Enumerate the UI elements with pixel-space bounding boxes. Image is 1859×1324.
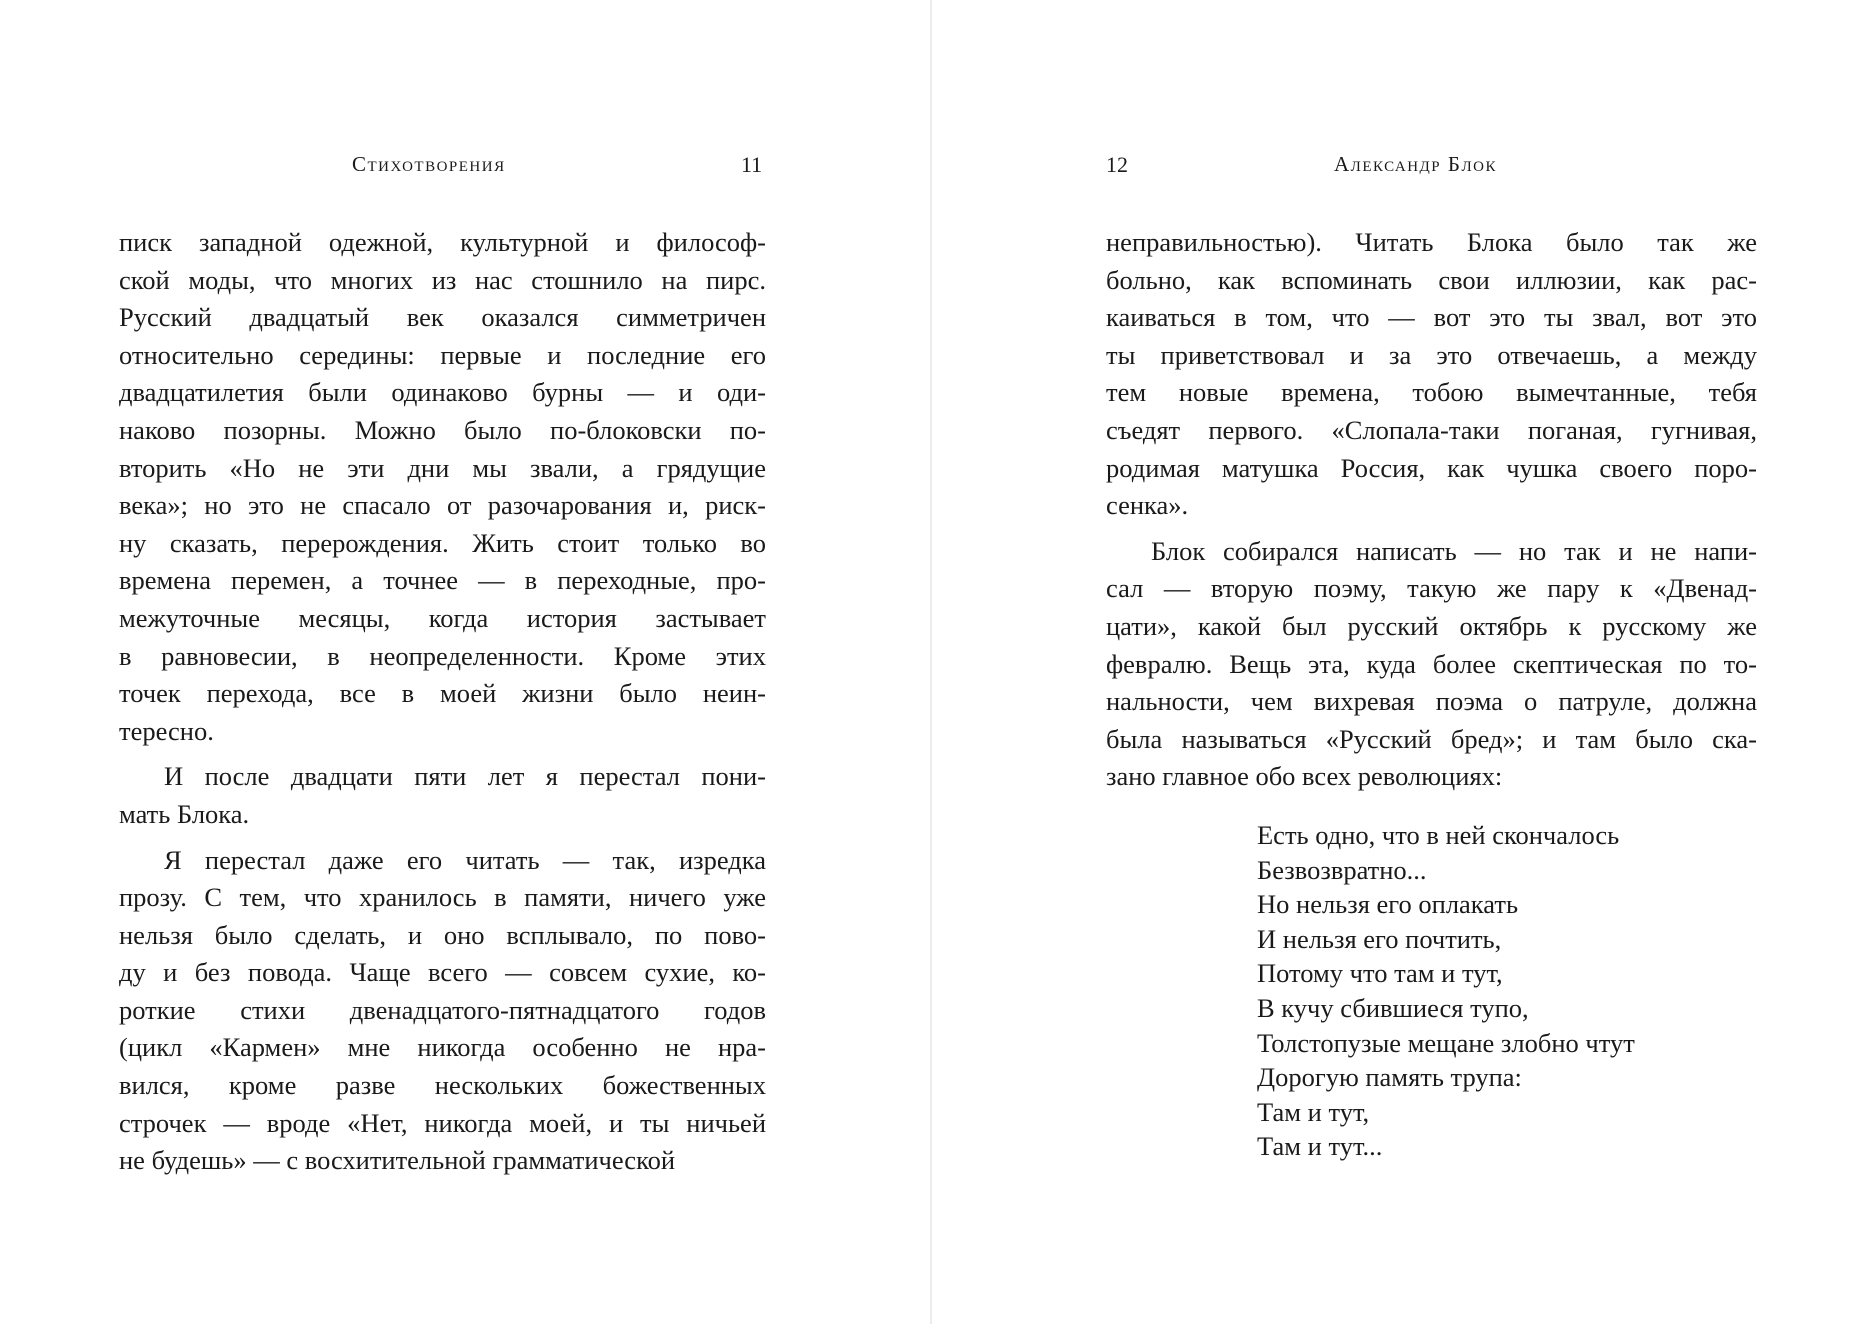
text-line: времена перемен, а точнее — в переходные, про- (119, 565, 766, 596)
text-line: тем новые времена, тобою вымечтанные, тебя (1106, 377, 1757, 408)
text-line: сал — вторую поэму, такую же пару к «Двенад- (1106, 573, 1757, 604)
text-line: строчек — вроде «Нет, никогда моей, и ты ничьей (119, 1107, 766, 1138)
page-number: 12 (1106, 152, 1128, 177)
text-line: вился, кроме разве нескольких божественных (119, 1070, 766, 1101)
running-head: Стихотворения (352, 152, 506, 176)
text-line: нальности, чем вихревая поэма о патруле, должна (1106, 686, 1757, 717)
text-line: ты приветствовал и за это отвечаешь, а между (1106, 339, 1757, 370)
text-line: Я перестал даже его читать — так, изредка (164, 844, 766, 875)
text-line: неправильностью). Читать Блока было так же (1106, 227, 1757, 257)
paragraph (119, 224, 766, 750)
text-line: мать Блока. (119, 798, 250, 829)
poem-line: Толстопузые мещане злобно чтут (1257, 1027, 1635, 1058)
text-line: писк западной одежной, культурной и философ- (119, 227, 766, 257)
text-line: каиваться в том, что — вот это ты звал, вот это (1106, 302, 1757, 333)
book-spine-divider (930, 0, 932, 1324)
text-line: Русский двадцатый век оказался симметричен (119, 302, 766, 333)
text-line: в равновесии, в неопределенности. Кроме этих (119, 640, 766, 671)
text-line: не будешь» — с восхитительной грамматической (119, 1145, 676, 1176)
paragraph (1106, 224, 1757, 525)
poem-line: Но нельзя его оплакать (1257, 889, 1519, 920)
poem-line: Дорогую память трупа: (1257, 1062, 1522, 1093)
poem-line: Там и тут... (1257, 1131, 1383, 1162)
text-line: ской моды, что многих из нас стошнило на пирс. (119, 264, 766, 295)
text-line: съедят первого. «Слопала-таки поганая, гугнивая, (1106, 414, 1757, 445)
text-line: межуточные месяцы, когда история застывает (119, 602, 766, 633)
poem-quote (1257, 818, 1635, 1164)
running-head: Александр Блок (1334, 152, 1497, 176)
text-line: ду и без повода. Чаще всего — совсем сухие, ко- (119, 957, 766, 988)
poem-line: Есть одно, что в ней скончалось (1257, 820, 1620, 850)
text-line: нельзя было сделать, и оно всплывало, по пово- (119, 919, 766, 950)
text-line: наково позорны. Можно было по-блоковски по- (119, 414, 766, 445)
paragraph (119, 842, 766, 1180)
text-line: была называться «Русский бред»; и там было ска- (1106, 723, 1757, 754)
poem-line: Потому что там и тут, (1257, 958, 1503, 989)
text-line: вторить «Но не эти дни мы звали, а грядущие (119, 452, 766, 483)
body-text (1106, 224, 1757, 796)
text-line: сенка». (1106, 490, 1189, 521)
text-line: века»; но это не спасало от разочарования и, риск- (119, 490, 766, 521)
text-line: двадцатилетия были одинаково бурны — и оди- (119, 377, 766, 408)
body-text (119, 224, 766, 1180)
poem-line: И нельзя его почтить, (1257, 923, 1502, 954)
poem-line: Безвозвратно... (1257, 854, 1427, 885)
text-line: больно, как вспоминать свои иллюзии, как рас- (1106, 264, 1757, 295)
text-line: точек перехода, все в моей жизни было неин- (119, 678, 766, 709)
text-line: февралю. Вещь эта, куда более скептическая по то- (1106, 648, 1757, 679)
text-line: родимая матушка Россия, как чушка своего поро- (1106, 452, 1757, 483)
text-line: Блок собирался написать — но так и не напи- (1151, 535, 1757, 566)
text-line: относительно середины: первые и последние его (119, 339, 766, 370)
poem-line: Там и тут, (1257, 1096, 1370, 1127)
paragraph (1106, 533, 1757, 796)
text-line: (цикл «Кармен» мне никогда особенно не нра- (119, 1032, 766, 1063)
page-number: 11 (741, 152, 763, 177)
poem-line: В кучу сбившиеся тупо, (1257, 992, 1529, 1023)
text-line: прозу. С тем, что хранилось в памяти, ничего уже (119, 882, 766, 913)
paragraph (119, 758, 766, 833)
text-line: зано главное обо всех революциях: (1106, 761, 1503, 792)
text-line: ну сказать, перерождения. Жить стоит только во (119, 527, 766, 558)
text-line: роткие стихи двенадцатого-пятнадцатого годов (119, 994, 766, 1025)
text-line: И после двадцати пяти лет я перестал пони- (164, 761, 766, 792)
text-line: тересно. (119, 715, 214, 746)
text-line: цати», какой был русский октябрь к русскому же (1106, 610, 1757, 641)
